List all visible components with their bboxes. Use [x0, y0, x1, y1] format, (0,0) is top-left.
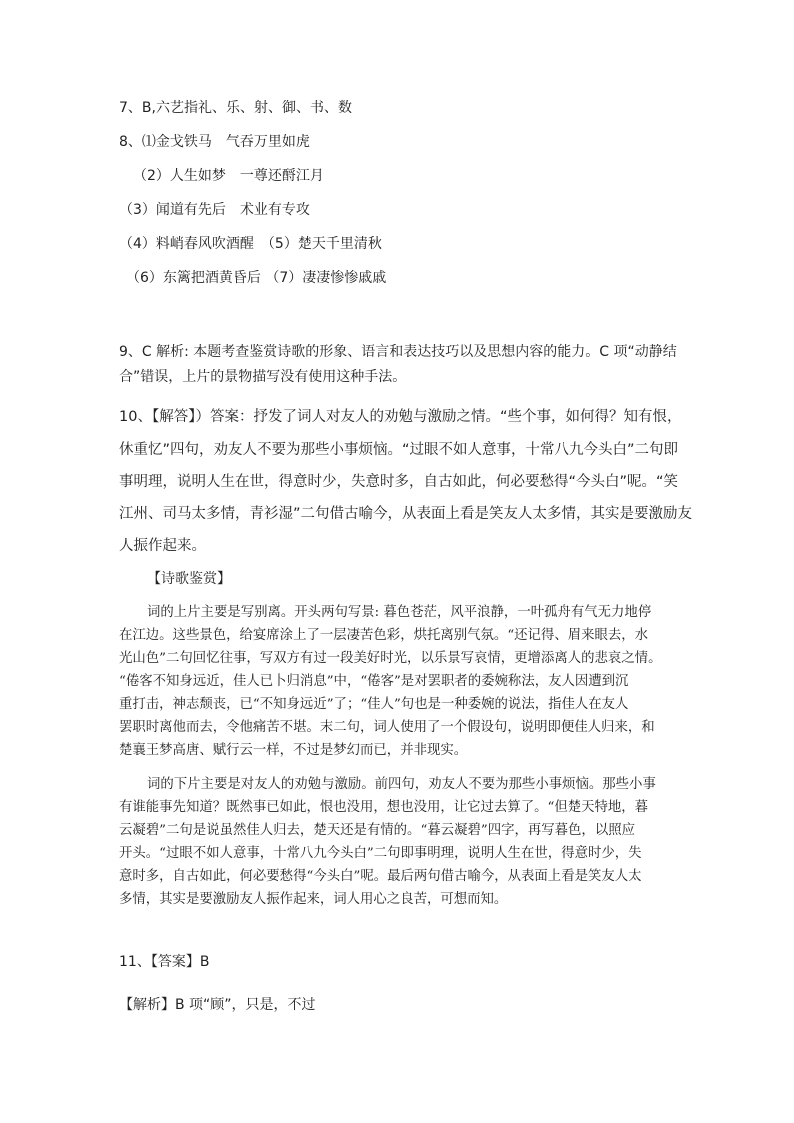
answer-8-line-3: （3）闻道有先后 术业有专攻	[119, 202, 310, 218]
answer-10-line-3: 事明理，说明人生在世，得意时少，失意时多，自古如此，何必要愁得“今头白”呢。“笑	[119, 474, 679, 490]
answer-8-line-5: （6）东篱把酒黄昏后 （7）凄凄惨惨戚戚	[126, 270, 387, 286]
appreciation-heading: 【诗歌鉴赏】	[147, 571, 231, 587]
answer-8-line-4: （4）料峭春风吹酒醒 （5）楚天千里清秋	[119, 236, 382, 252]
answer-9-line-2: 合”错误，上片的景物描写没有使用这种手法。	[119, 369, 407, 385]
answer-9-line-1: 9、C 解析: 本题考查鉴赏诗歌的形象、语言和表达技巧以及思想内容的能力。C 项“动静结	[119, 344, 677, 360]
answer-10-line-2: 休重忆”四句，劝友人不要为那些小事烦恼。“过眼不如人意事，十常八九今头白”二句即	[119, 442, 679, 458]
appreciation-line: 光山色”二句回忆往事，写双方有过一段美好时光，以乐景写哀情，更增添离人的悲哀之情。	[119, 651, 662, 666]
appreciation-line: 罢职时离他而去，令他痛苦不堪。末二句，词人使用了一个假设句，说明即便佳人归来，和	[119, 720, 655, 735]
appreciation-line: 意时多，自古如此，何必要愁得“今头白”呢。最后两句借古喻今，从表面上看是笑友人太	[119, 869, 642, 884]
appreciation-line: “倦客不知身远近，佳人已卜归消息”中，“倦客”是对罢职者的委婉称法，友人因遭到沉	[119, 674, 629, 689]
answer-7: 7、B,六艺指礼、乐、射、御、书、数	[119, 100, 352, 116]
appreciation-line: 开头。“过眼不如人意事，十常八九今头白”二句即事明理，说明人生在世，得意时少，失	[119, 846, 642, 861]
answer-11-explanation: 【解析】B 项“顾”，只是，不过	[119, 997, 316, 1013]
appreciation-line: 在江边。这些景色，给宴席涂上了一层凄苦色彩，烘托离别气氛。“还记得、眉来眼去，水	[119, 628, 649, 643]
answer-10-line-1: 10、【解答】）答案：抒发了词人对友人的劝勉与激励之情。“些个事，如何得？知有恨，	[119, 409, 682, 425]
appreciation-line: 多情，其实是要激励友人振作起来，词人用心之良苦，可想而知。	[119, 892, 508, 907]
appreciation-line: 词的上片主要是写别离。开头两句写景: 暮色苍茫，风平浪静，一叶孤舟有气无力地停	[147, 605, 652, 620]
appreciation-line: 词的下片主要是对友人的劝勉与激励。前四句，劝友人不要为那些小事烦恼。那些小事	[147, 777, 656, 792]
appreciation-line: 楚襄王梦高唐、赋行云一样，不过是梦幻而已，并非现实。	[119, 743, 468, 758]
appreciation-line: 重打击，神志颓丧，已“不知身远近”了；“佳人”句也是一种委婉的说法，指佳人在友人	[119, 697, 629, 712]
answer-8-line-1: 8、⑴金戈铁马 气吞万里如虎	[119, 134, 310, 150]
appreciation-line: 有谁能事先知道？既然事已如此，恨也没用，想也没用，让它过去算了。“但楚天特地，暮	[119, 800, 649, 815]
answer-11: 11、【答案】B	[119, 954, 210, 970]
answer-8-line-2: （2）人生如梦 一尊还酹江月	[133, 168, 324, 184]
appreciation-line: 云凝碧”二句是说虽然佳人归去，楚天还是有情的。“暮云凝碧”四字，再写暮色，以照应	[119, 823, 635, 838]
answer-10-line-4: 江州、司马太多情，青衫湿”二句借古喻今，从表面上看是笑友人太多情，其实是要激励友	[119, 506, 693, 522]
answer-10-line-5: 人振作起来。	[119, 538, 206, 554]
